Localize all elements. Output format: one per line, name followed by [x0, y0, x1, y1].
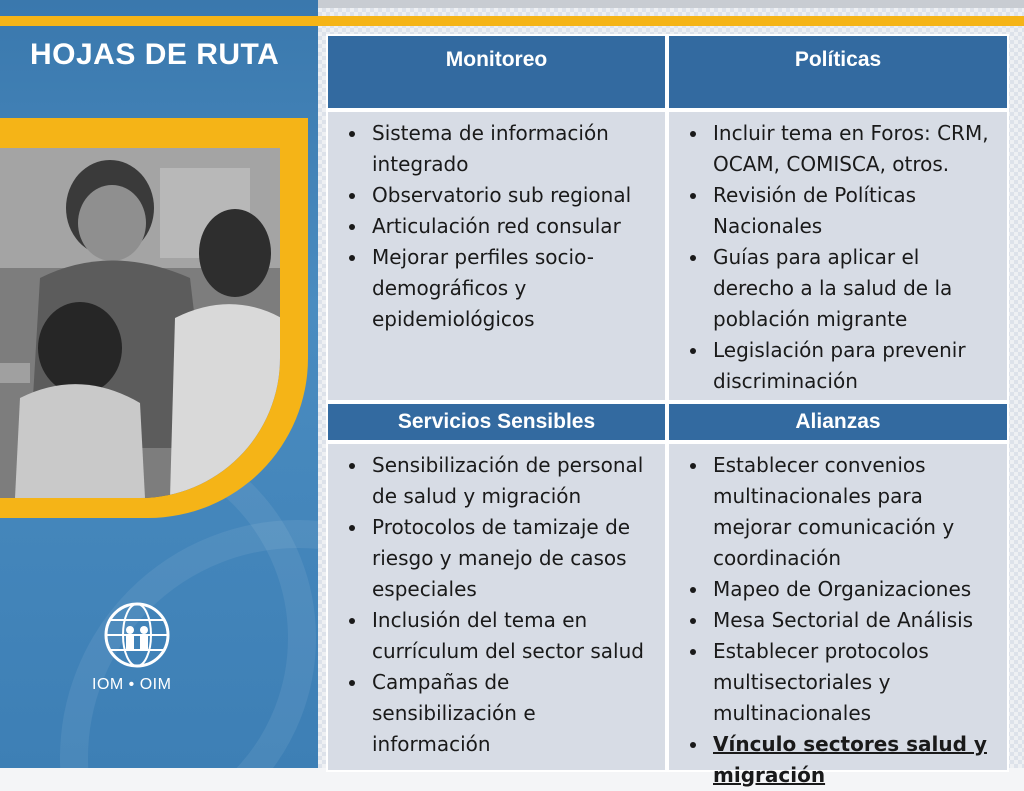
list-item: • Sistema de información integrado: [368, 118, 657, 180]
header-servicios-sensibles: Servicios Sensibles: [326, 402, 667, 442]
servicios-list: [328, 444, 665, 760]
list-item: • Observatorio sub regional: [368, 180, 657, 211]
cell-monitoreo: [326, 110, 667, 402]
list-item: • Legislación para prevenir discriminación: [709, 335, 999, 397]
header-monitoreo: Monitoreo: [326, 34, 667, 110]
list-item: • Articulación red consular: [368, 211, 657, 242]
top-yellow-stripe: [0, 16, 1024, 26]
header-alianzas: Alianzas: [667, 402, 1009, 442]
list-item: • Campañas de sensibilización e información: [368, 667, 657, 760]
roadmap-table: [326, 34, 1009, 787]
list-item: • Guías para aplicar el derecho a la salud de la población migrante: [709, 242, 999, 335]
table-header-row: [326, 402, 1009, 442]
list-item: • Inclusión del tema en currículum del sector salud: [368, 605, 657, 667]
list-item: • Incluir tema en Foros: CRM, OCAM, COMISCA, otros.: [709, 118, 999, 180]
list-item: • Revisión de Políticas Nacionales: [709, 180, 999, 242]
page-title: HOJAS DE RUTA: [30, 38, 280, 71]
list-item: • Mejorar perfiles socio-demográficos y epidemiológicos: [368, 242, 657, 335]
list-item-emphasized: • Vínculo sectores salud y migración: [709, 729, 999, 791]
iom-globe-logo-icon: [94, 600, 180, 670]
cell-alianzas: [667, 442, 1009, 787]
monitoreo-list: [328, 112, 665, 335]
table-row: [326, 110, 1009, 402]
top-gray-stripe: [318, 0, 1024, 8]
cell-servicios-sensibles: [326, 442, 667, 772]
list-item: • Sensibilización de personal de salud y migración: [368, 450, 657, 512]
health-worker-photo: [0, 148, 280, 498]
left-panel: [0, 0, 318, 768]
list-item: • Mesa Sectorial de Análisis: [709, 605, 999, 636]
alianzas-list: [669, 444, 1007, 791]
table-row: [326, 442, 1009, 787]
logo-text: IOM • OIM: [92, 676, 172, 693]
list-item: • Establecer convenios multinacionales para mejorar comunicación y coordinación: [709, 450, 999, 574]
list-item: • Protocolos de tamizaje de riesgo y manejo de casos especiales: [368, 512, 657, 605]
list-item: • Mapeo de Organizaciones: [709, 574, 999, 605]
politicas-list: [669, 112, 1007, 397]
header-politicas: Políticas: [667, 34, 1009, 110]
photo-illustration: [0, 148, 280, 498]
table-header-row: [326, 34, 1009, 110]
list-item: • Establecer protocolos multisectoriales y multinacionales: [709, 636, 999, 729]
cell-politicas: [667, 110, 1009, 402]
